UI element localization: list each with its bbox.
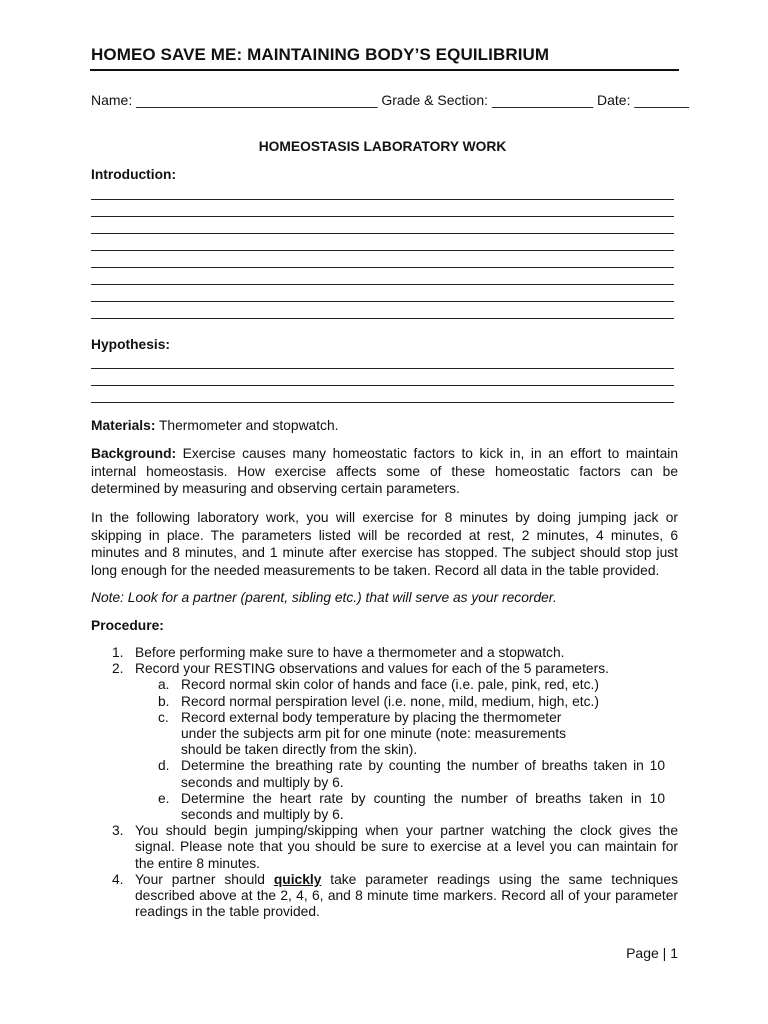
- step-text-start: Your partner should: [135, 871, 274, 887]
- introduction-label: Introduction:: [91, 167, 177, 182]
- step-text: You should begin jumping/skipping when your partner watching the clock gives the signal. Please note that you should be sure to exercise at a level you can maintain for the entire 8 minutes.: [135, 823, 678, 871]
- step-number: 1.: [112, 645, 124, 660]
- intro-blank-line: [91, 267, 674, 268]
- materials-line: [91, 417, 338, 435]
- procedure-substep: [112, 694, 665, 710]
- page-number: Page | 1: [626, 945, 678, 961]
- instructions-paragraph: In the following laboratory work, you will exercise for 8 minutes by doing jumping jack or skipping in place. The parameters listed will be recorded at rest, 2 minutes, 4 minutes, 6 minutes and 8 minutes, and 1 minute after exercise has stopped. The subject should stop just long enough for the needed measurements to be taken. Record all data in the table provided.: [91, 510, 678, 578]
- procedure-substep: [112, 791, 665, 823]
- step-text: Before performing make sure to have a thermometer and a stopwatch.: [135, 645, 565, 660]
- substep-letter: a.: [158, 677, 170, 693]
- title-main: MAINTAINING BODY’S EQUILIBRIUM: [247, 45, 550, 64]
- substep-text: Determine the heart rate by counting the number of breaths taken in 10 seconds and multiply by 6.: [181, 790, 665, 823]
- intro-blank-line: [91, 199, 674, 200]
- substep-text: Record normal perspiration level (i.e. none, mild, medium, high, etc.): [181, 693, 599, 709]
- hypothesis-blank-line: [91, 368, 674, 369]
- title-underline: [90, 69, 679, 71]
- materials-text: Thermometer and stopwatch.: [155, 418, 339, 433]
- substep-text: Determine the breathing rate by counting the number of breaths taken in 10 seconds and multiply by 6.: [181, 758, 665, 790]
- procedure-substep: [112, 710, 569, 759]
- lab-title: HOMEOSTASIS LABORATORY WORK: [258, 139, 507, 154]
- hypothesis-blank-line: [91, 402, 674, 403]
- hypothesis-blank-line: [91, 385, 674, 386]
- partner-note: Note: Look for a partner (parent, sibling etc.) that will serve as your recorder.: [91, 590, 557, 605]
- step-number: 4.: [112, 871, 124, 887]
- background-label: Background:: [91, 446, 177, 461]
- hypothesis-label: Hypothesis:: [91, 337, 170, 352]
- procedure-list: [112, 645, 678, 920]
- substep-text: Record normal skin color of hands and face (i.e. pale, pink, red, etc.): [181, 677, 599, 693]
- background-paragraph: [91, 445, 678, 498]
- intro-blank-line: [91, 250, 674, 251]
- procedure-step: [112, 661, 678, 677]
- substep-letter: c.: [158, 709, 169, 725]
- procedure-substep: [112, 677, 665, 693]
- procedure-step: [112, 823, 678, 872]
- document-title: [91, 45, 549, 65]
- procedure-label: Procedure:: [91, 618, 164, 633]
- procedure-substep: [112, 758, 665, 790]
- substep-letter: e.: [158, 790, 170, 806]
- substep-letter: b.: [158, 693, 170, 709]
- background-text: Exercise causes many homeostatic factors to kick in, in an effort to maintain internal homeostasis. How exercise affects some of these homeostatic factors can be determined by measuring and observing certain parameters.: [91, 446, 678, 496]
- materials-label: Materials:: [91, 418, 156, 433]
- step-number: 3.: [112, 823, 124, 839]
- intro-blank-line: [91, 301, 674, 302]
- student-info-line: Name: _______________________________ Grade & Section: _____________ Date: _______: [91, 92, 689, 108]
- intro-blank-line: [91, 318, 674, 319]
- step-text: Record your RESTING observations and values for each of the 5 parameters.: [135, 661, 609, 677]
- emphasized-word: quickly: [273, 871, 322, 887]
- substep-letter: d.: [158, 758, 170, 774]
- intro-blank-line: [91, 216, 674, 217]
- substep-text: Record external body temperature by placing the thermometer under the subjects arm pit for one minute (note: measurements should be taken directly from the skin).: [181, 709, 566, 758]
- title-prefix: HOMEO SAVE ME:: [91, 45, 248, 64]
- step-number: 2.: [112, 661, 124, 677]
- procedure-step: [112, 645, 678, 661]
- intro-blank-line: [91, 284, 674, 285]
- procedure-step: [112, 872, 678, 921]
- intro-blank-line: [91, 233, 674, 234]
- step-text-end: take parameter readings using the same techniques described above at the 2, 4, 6, and 8 minute time markers. Record all of your parameter readings in the table provided.: [135, 871, 678, 920]
